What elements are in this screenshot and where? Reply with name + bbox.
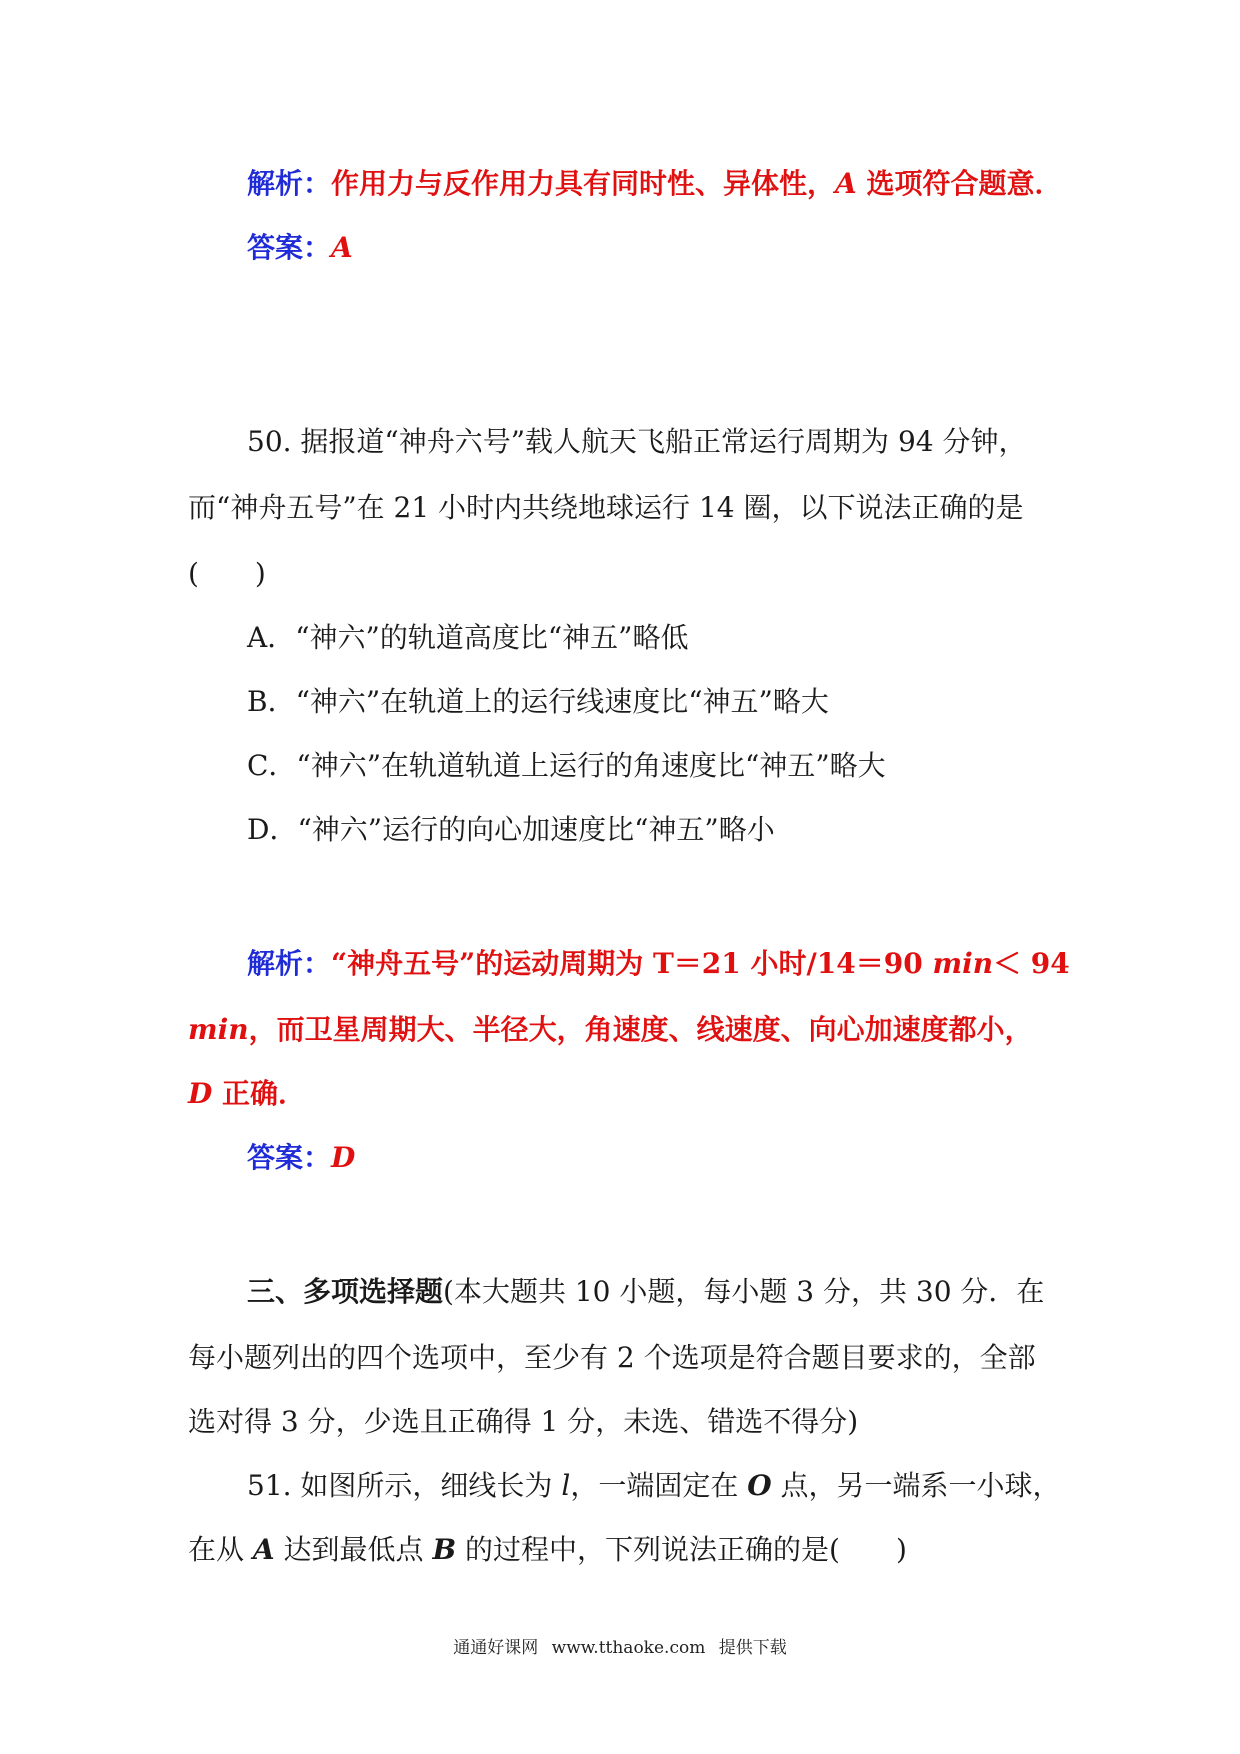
option-a-text: A．“神六”的轨道高度比“神五”略低 [247, 621, 689, 654]
q50-stem-line-1 [247, 422, 1027, 462]
section3-desc-3: 选对得 3 分，少选且正确得 1 分，未选、错选不得分) [188, 1405, 859, 1438]
q50-stem-text-1: 50. 据报道“神舟六号”载人航天飞船正常运行周期为 94 分钟， [247, 425, 1027, 458]
page-footer [0, 1633, 1240, 1658]
section3-desc-2: 每小题列出的四个选项中，至少有 2 个选项是符合题目要求的，全部 [188, 1341, 1036, 1374]
q50-option-c [247, 746, 886, 786]
section3-line-2 [188, 1338, 1036, 1378]
q51-var-l: l [561, 1469, 571, 1502]
solution-text-tail: 选项符合题意． [856, 167, 1063, 200]
solution-label: 解析： [247, 167, 332, 200]
solution-text-1: “神舟五号”的运动周期为 T＝21 小时/14＝90 [331, 947, 933, 980]
q51-line-1 [247, 1466, 1061, 1506]
q51-var-b: B [432, 1533, 457, 1566]
q51-line-2 [188, 1530, 907, 1570]
section3-desc-1: (本大题共 10 小题，每小题 3 分，共 30 分．在 [443, 1275, 1045, 1308]
solution-unit-2: min [188, 1013, 249, 1046]
q50-solution-line-2 [188, 1010, 1033, 1050]
q50-stem-line-2 [188, 488, 1024, 528]
q49-solution-line [247, 164, 1063, 204]
q49-answer-line [247, 228, 353, 268]
solution-unit-1: min [932, 947, 994, 980]
solution-text-1-tail: ＜ 94 [993, 947, 1070, 980]
q50-solution-line-3 [188, 1074, 306, 1114]
option-b-text: B．“神六”在轨道上的运行线速度比“神五”略大 [247, 685, 829, 718]
q50-option-a [247, 618, 688, 658]
q51-text-2c: 的过程中，下列说法正确的是( ) [456, 1533, 907, 1566]
q51-text-1c: 点，另一端系一小球， [771, 1469, 1061, 1502]
solution-option: A [835, 167, 857, 200]
section3-title: 三、多项选择题 [247, 1275, 444, 1308]
q50-option-b [247, 682, 829, 722]
q51-var-o: O [747, 1469, 772, 1502]
q51-text-2a: 在从 [188, 1533, 253, 1566]
q50-stem-text-2: 而“神舟五号”在 21 小时内共绕地球运行 14 圈，以下说法正确的是 [188, 491, 1024, 524]
footer-tail: 提供下载 [718, 1638, 787, 1658]
q50-solution-line-1 [247, 944, 1070, 984]
footer-url: www.tthaoke.com [551, 1638, 706, 1658]
q51-text-1a: 51. 如图所示，细线长为 [247, 1469, 562, 1502]
solution-text-3: 正确． [212, 1077, 307, 1110]
section3-line-1 [247, 1272, 1044, 1312]
answer-label: 答案： [247, 1141, 332, 1174]
q50-answer-blank: ( ) [188, 557, 266, 590]
q51-text-1b: ，一端固定在 [570, 1469, 748, 1502]
q50-option-d [247, 810, 775, 850]
answer-value: D [331, 1141, 356, 1174]
option-c-text: C．“神六”在轨道轨道上运行的角速度比“神五”略大 [247, 749, 886, 782]
q50-answer-line [247, 1138, 355, 1178]
answer-label: 答案： [247, 231, 332, 264]
solution-option: D [188, 1077, 213, 1110]
solution-label: 解析： [247, 947, 332, 980]
q51-text-2b: 达到最低点 [274, 1533, 433, 1566]
solution-text-2: ，而卫星周期大、半径大，角速度、线速度、向心加速度都小， [248, 1013, 1033, 1046]
option-d-text: D．“神六”运行的向心加速度比“神五”略小 [247, 813, 775, 846]
section3-line-3 [188, 1402, 858, 1442]
footer-site-name: 通通好课网 [453, 1638, 539, 1658]
q51-var-a: A [252, 1533, 275, 1566]
answer-value: A [331, 231, 353, 264]
q50-stem-line-3 [188, 554, 266, 594]
solution-text: 作用力与反作用力具有同时性、异体性， [331, 167, 836, 200]
